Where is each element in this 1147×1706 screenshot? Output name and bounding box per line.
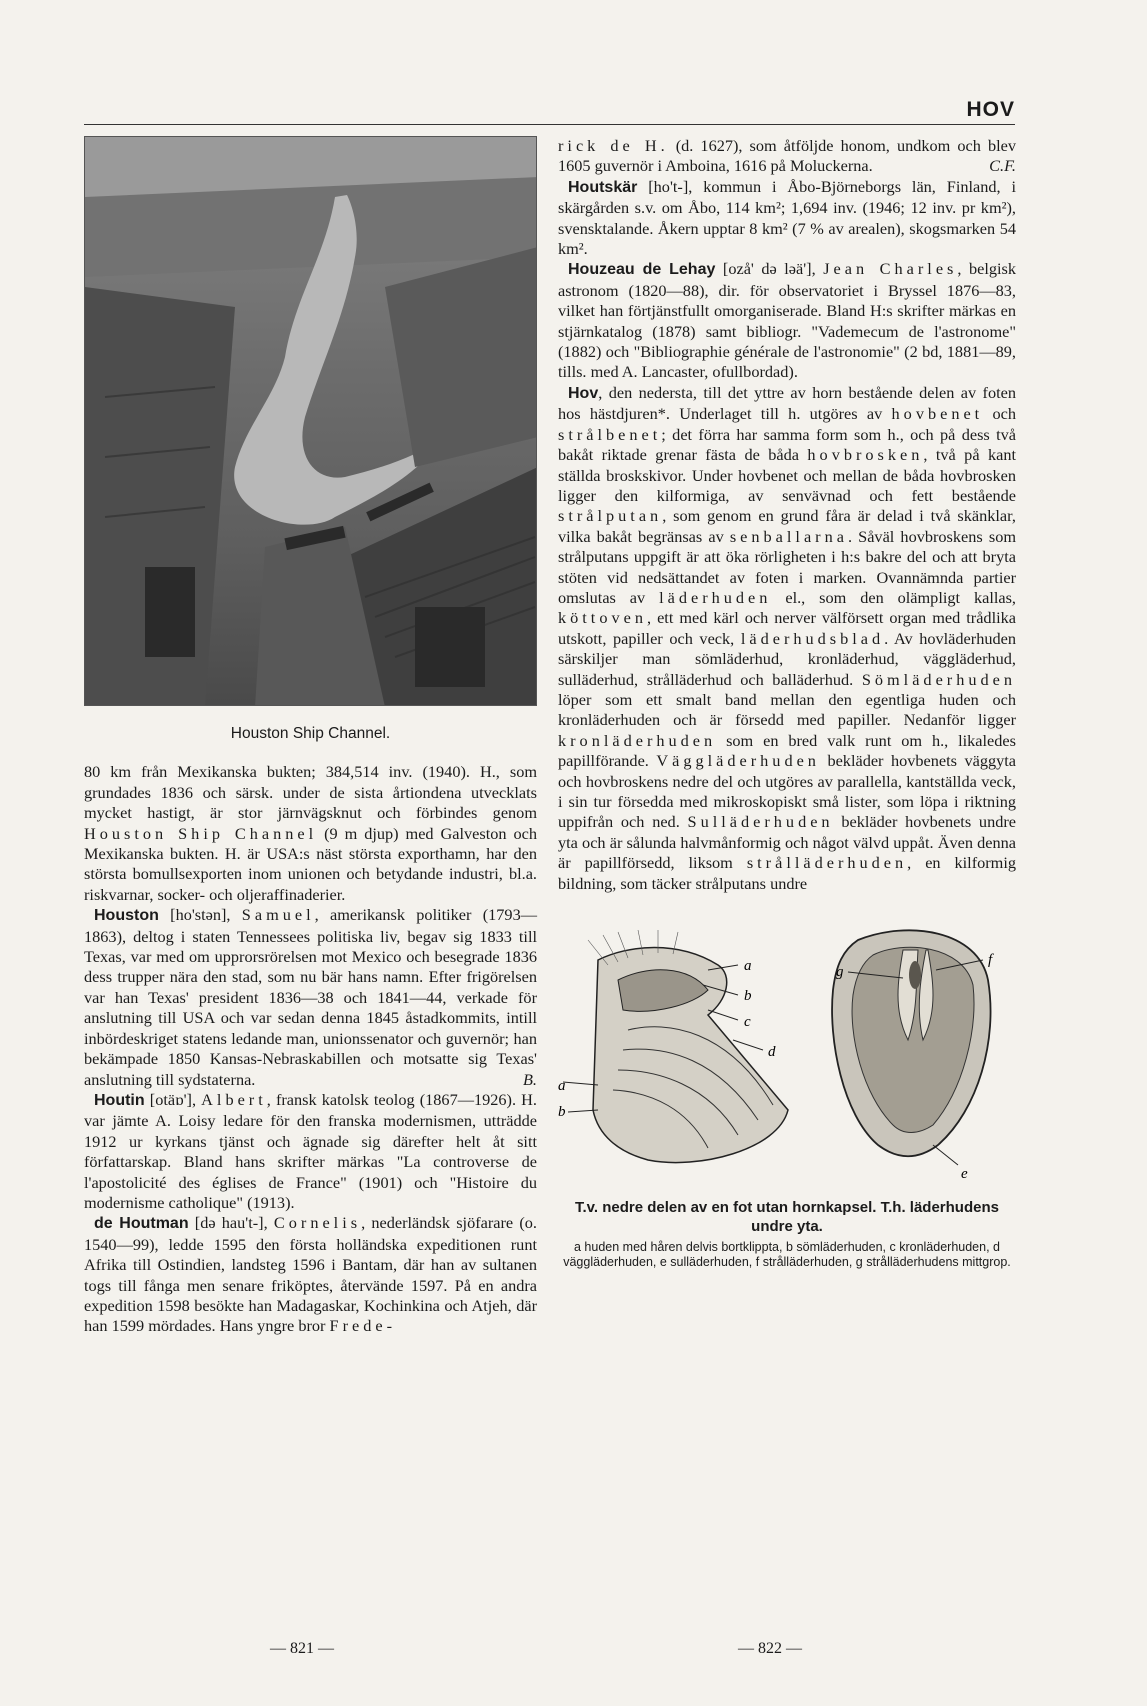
hoof-anatomy-figure [558, 920, 1016, 1190]
page-number-right: — 822 — [738, 1640, 802, 1657]
page-number-left: — 821 — [270, 1640, 334, 1657]
houston-ship-channel-photo [84, 136, 537, 706]
label-b-2: b [558, 1104, 566, 1121]
label-f: f [988, 952, 993, 969]
entry-houtman: de Houtman [də hau't-], Cornelis, nederländsk sjöfarare (o. 1540—99), ledde 1595 den första holländska expeditionen runt Afrika till Ostindien, landsteg 1596 i Bantam, där han av sultanen togs till fånga men senare friköptes, återvände 1597. På en andra expedition 1598 besökte han Madagaskar, Kochinkina och Atjeh, där han 1599 mördades. Hans yngre bror Frede- [84, 1213, 537, 1336]
photo-caption: Houston Ship Channel. [230, 725, 391, 742]
headword: Houtskär [568, 178, 638, 196]
author-signature: C.F. [989, 156, 1016, 176]
label-a: a [744, 958, 752, 975]
label-b: b [744, 988, 752, 1005]
figure-caption: T.v. nedre delen av en fot utan hornkapsel. T.h. läderhudens undre yta. [575, 1199, 999, 1236]
entry-houtskar: Houtskär [ho't-], kommun i Åbo-Björneborgs län, Finland, i skärgården s.v. om Åbo, 114 km²; 1,694 inv. (1946; 12 inv. pr km²), svensktalande. Åkern upptar 8 km² (7 % av arealen), skogsmarken 54 km². [558, 176, 1016, 259]
hoof-underside-drawing [832, 930, 990, 1156]
headword: Houtin [94, 1091, 145, 1109]
right-column [558, 136, 1016, 1270]
headword: Houtman [119, 1215, 189, 1233]
entry-houzeau: Houzeau de Lehay [ozå' də ləä'], Jean Charles, belgisk astronom (1820—88), dir. för observatoriet i Bryssel 1876—83, vilket han förtjänstfullt omorganiserade. Bland H:s skrifter märkas en stjärnkatalog (1878) samt bibliogr. "Vademecum de l'astronome" (1882) och "Bibliographie générale de l'astronomie" (2 bd, 1881—89, tills. med A. Lancaster, ofullbordad). [558, 259, 1017, 382]
headword: Hov [568, 384, 599, 402]
label-c: c [744, 1014, 751, 1031]
hoof-side-drawing [588, 930, 788, 1163]
entry-hov: Hov, den nedersta, till det yttre av horn bestående delen av foten hos hästdjuren*. Underlaget till h. utgöres av hovbenet och strålbenet; det förra har samma form som h., och på dess två bakåt riktade grenar fästa de båda hovbrosken, två på kant ställda broskskivor. Under hovbenet och mellan de båda hovbrosken ligger den kilformiga, av senvävnad och fett bestående strålputan, som genom en grund fåra är delad i två skänklar, vilka bakåt begränsas av senballarna. Såväl hovbroskens som strålputans uppgift är att öka rörligheten i h:s bakre del och att bryta stöten vid nedsättandet av foten i marken. Ovannämnda partier omslutas av läderhuden el., som den olämpligt kallas, köttoven, ett med kärl och nerver välförsett organ med trådlika utskott, papiller och veck, läderhudsblad. Av hovläderhuden särskiljer man sömläderhud, kronläderhud, väggläderhud, sulläderhud, strålläderhud och balläderhud. Sömläderhuden löper som ett smalt band mellan den egentliga huden och kronläderhuden och är försedd med papiller. Nedanför ligger kronläderhuden som en bred valk runt om h., likaledes papillförande. Väggläderhuden bekläder hovbenets väggyta och hovbroskens nedre del och utgöres av parallella, kantställda veck, i sin tur försedda med mikroskopiskt små lister, som löpa i riktning uppifrån och ned. Sulläderhuden bekläder hovbenets undre yta och är sålunda halvmånformig och något välvd uppåt. Även denna är papillförsedd, liksom strålläderhuden, en kilformig bildning, som täcker strålputans undre [558, 382, 1017, 893]
headword: Houston [94, 907, 159, 925]
running-head: HOV [966, 98, 1015, 121]
label-d: d [768, 1044, 776, 1061]
entry-houston-city: 80 km från Mexikanska bukten; 384,514 inv. (1940). H., som grundades 1836 och särsk. under de sista årtiondena utvecklats mycket hastigt, är stor järnvägsknut och förbindes genom Houston Ship Channel (9 m djup) med Galveston och Mexikanska bukten. H. är USA:s näst största exporthamn, har den största bomullsexporten inom unionen och betydande industri, bl.a. riskvarnar, socker- och oljeraffinaderier. [84, 762, 537, 904]
entry-houston-samuel: Houston [ho'stən], Samuel, amerikansk politiker (1793—1863), deltog i staten Tennessees politiska liv, begav sig 1833 till Texas, var med om upprorsrörelsen mot Mexico och besegrade 1836 dess trupper nära den stad, som nu bär hans namn. Efter frigörelsen var han Texas' president 1836—38 och 1841—44, verkade för anslutning till USA och var sedan denna 1845 åstadkommits, intill inbördeskriget statens ledande man, unionssenator och guvernör; han bekämpade 1850 Kansas-Nebraskabillen och motsatte sig Texas' anslutning till sydstaterna. B. [84, 905, 537, 1089]
author-signature: B. [522, 1069, 537, 1089]
headword: Houzeau de Lehay [568, 261, 716, 279]
label-a-2: a [558, 1078, 566, 1095]
entry-houtman-continued: rick de H. (d. 1627), som åtföljde honom, undkom och blev 1605 guvernör i Amboina, 1616 på Moluckerna. C.F. [558, 136, 1016, 176]
label-g: g [836, 964, 844, 981]
label-e: e [961, 1166, 968, 1183]
header-rule [84, 124, 1015, 125]
left-column [84, 136, 537, 1337]
entry-houtin: Houtin [otäɒ'], Albert, fransk katolsk teolog (1867—1926). H. var jämte A. Loisy ledare för den franska modernismen, utträdde 1912 ur kyrkans tjänst och ägnade sig därefter helt åt sitt författarskap. Bland hans skrifter märkas "La controverse de l'apostolicité des églises de France" (1901) och "Histoire du modernisme catholique" (1913). [84, 1089, 537, 1212]
figure-legend: a huden med håren delvis bortklippta, b sömläderhuden, c kronläderhuden, d väggläderhuden, e sulläderhuden, f strålläderhuden, g strålläderhudens mittgrop. [563, 1240, 1011, 1270]
